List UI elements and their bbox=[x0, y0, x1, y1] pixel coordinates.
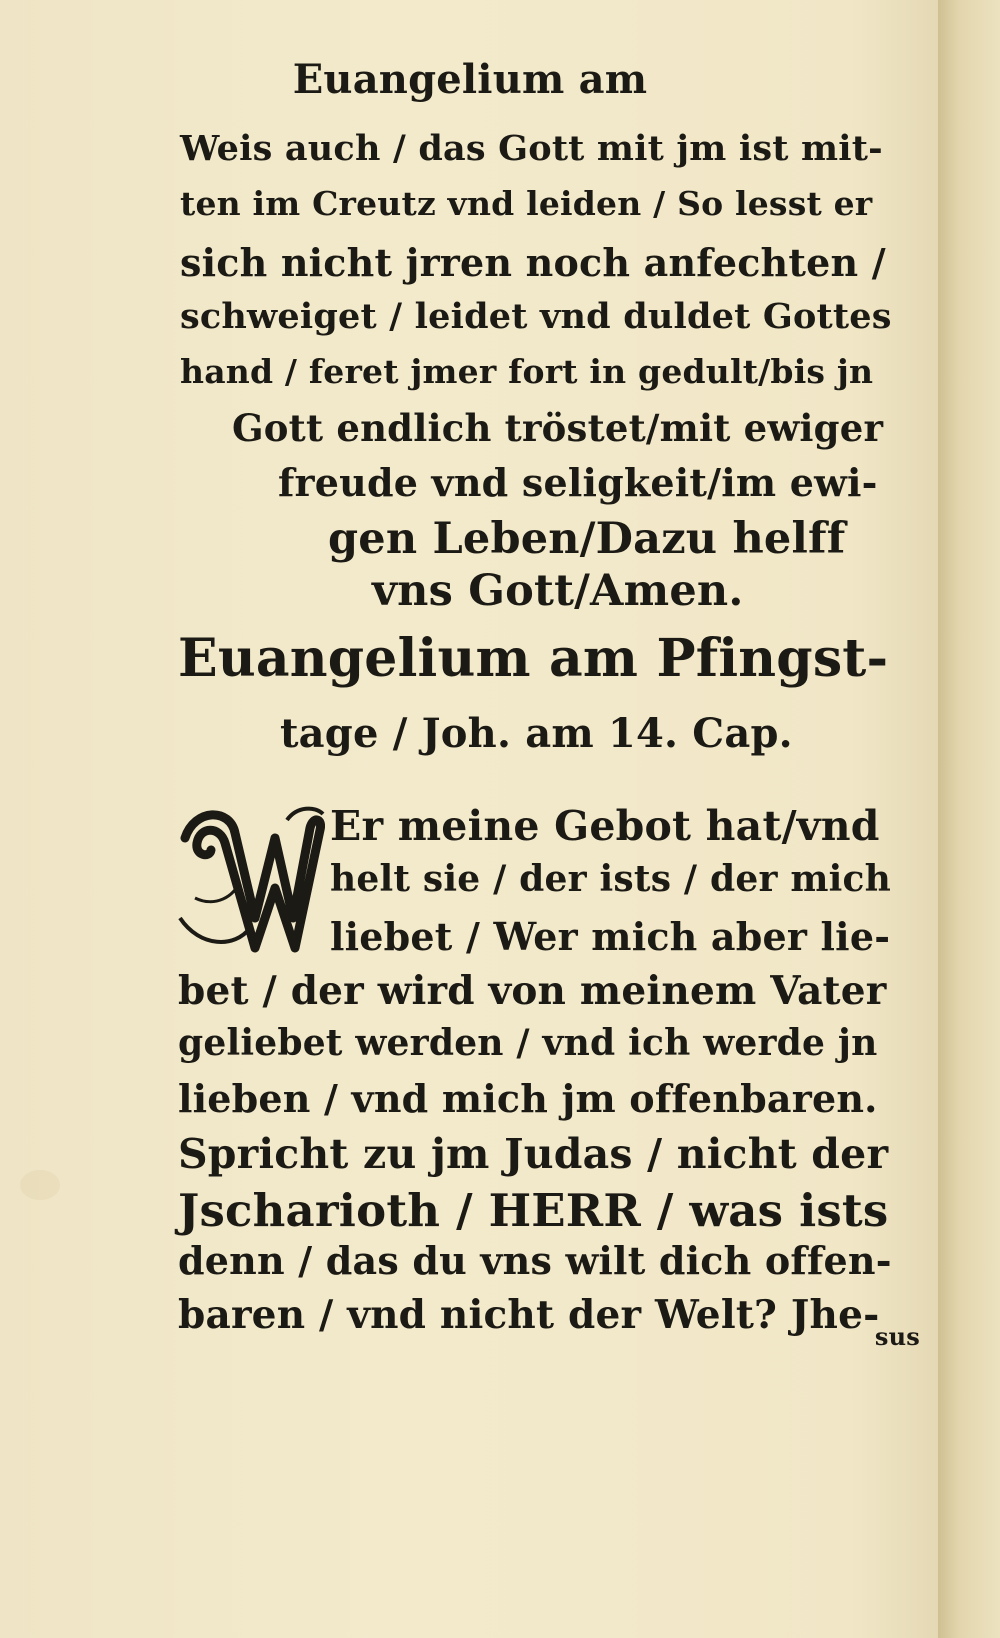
text-line: Spricht zu jm Judas / nicht der bbox=[178, 1130, 889, 1178]
section-subheading: tage / Joh. am 14. Cap. bbox=[280, 710, 793, 757]
text-line: Gott endlich tröstet/mit ewiger bbox=[232, 406, 884, 450]
dropcap-letter: W bbox=[188, 807, 312, 936]
text-line: Er meine Gebot hat/vnd bbox=[330, 802, 880, 850]
text-line: freude vnd seligkeit/im ewi- bbox=[278, 460, 878, 505]
text-line: hand / feret jmer fort in gedult/bis jn bbox=[180, 352, 874, 391]
text-line: gen Leben/Dazu helff bbox=[328, 514, 846, 564]
text-line: liebet / Wer mich aber lie- bbox=[330, 914, 891, 959]
text-line: ten im Creutz vnd leiden / So lesst er bbox=[180, 184, 873, 223]
text-line: Jscharioth / HERR / was ists bbox=[178, 1184, 889, 1237]
text-line: vns Gott/Amen. bbox=[372, 566, 744, 616]
section-heading: Euangelium am Pfingst- bbox=[178, 628, 889, 689]
text-line: bet / der wird von meinem Vater bbox=[178, 968, 887, 1014]
text-line: lieben / vnd mich jm offenbaren. bbox=[178, 1076, 878, 1121]
running-header: Euangelium am bbox=[292, 56, 648, 103]
text-line: sich nicht jrren noch anfechten / bbox=[180, 240, 886, 285]
catchword: sus bbox=[874, 1322, 920, 1351]
text-line: geliebet werden / vnd ich werde jn bbox=[178, 1022, 878, 1064]
text-line: Weis auch / das Gott mit jm ist mit- bbox=[180, 128, 883, 169]
page-gutter-shadow bbox=[938, 0, 1000, 1638]
text-line: helt sie / der ists / der mich bbox=[330, 858, 892, 900]
paper-stain bbox=[20, 1170, 60, 1200]
text-line: baren / vnd nicht der Welt? Jhe- bbox=[178, 1292, 880, 1338]
decorated-initial-w bbox=[175, 798, 325, 958]
text-line: schweiget / leidet vnd duldet Gottes bbox=[180, 296, 892, 337]
text-line: denn / das du vns wilt dich offen- bbox=[178, 1238, 892, 1283]
